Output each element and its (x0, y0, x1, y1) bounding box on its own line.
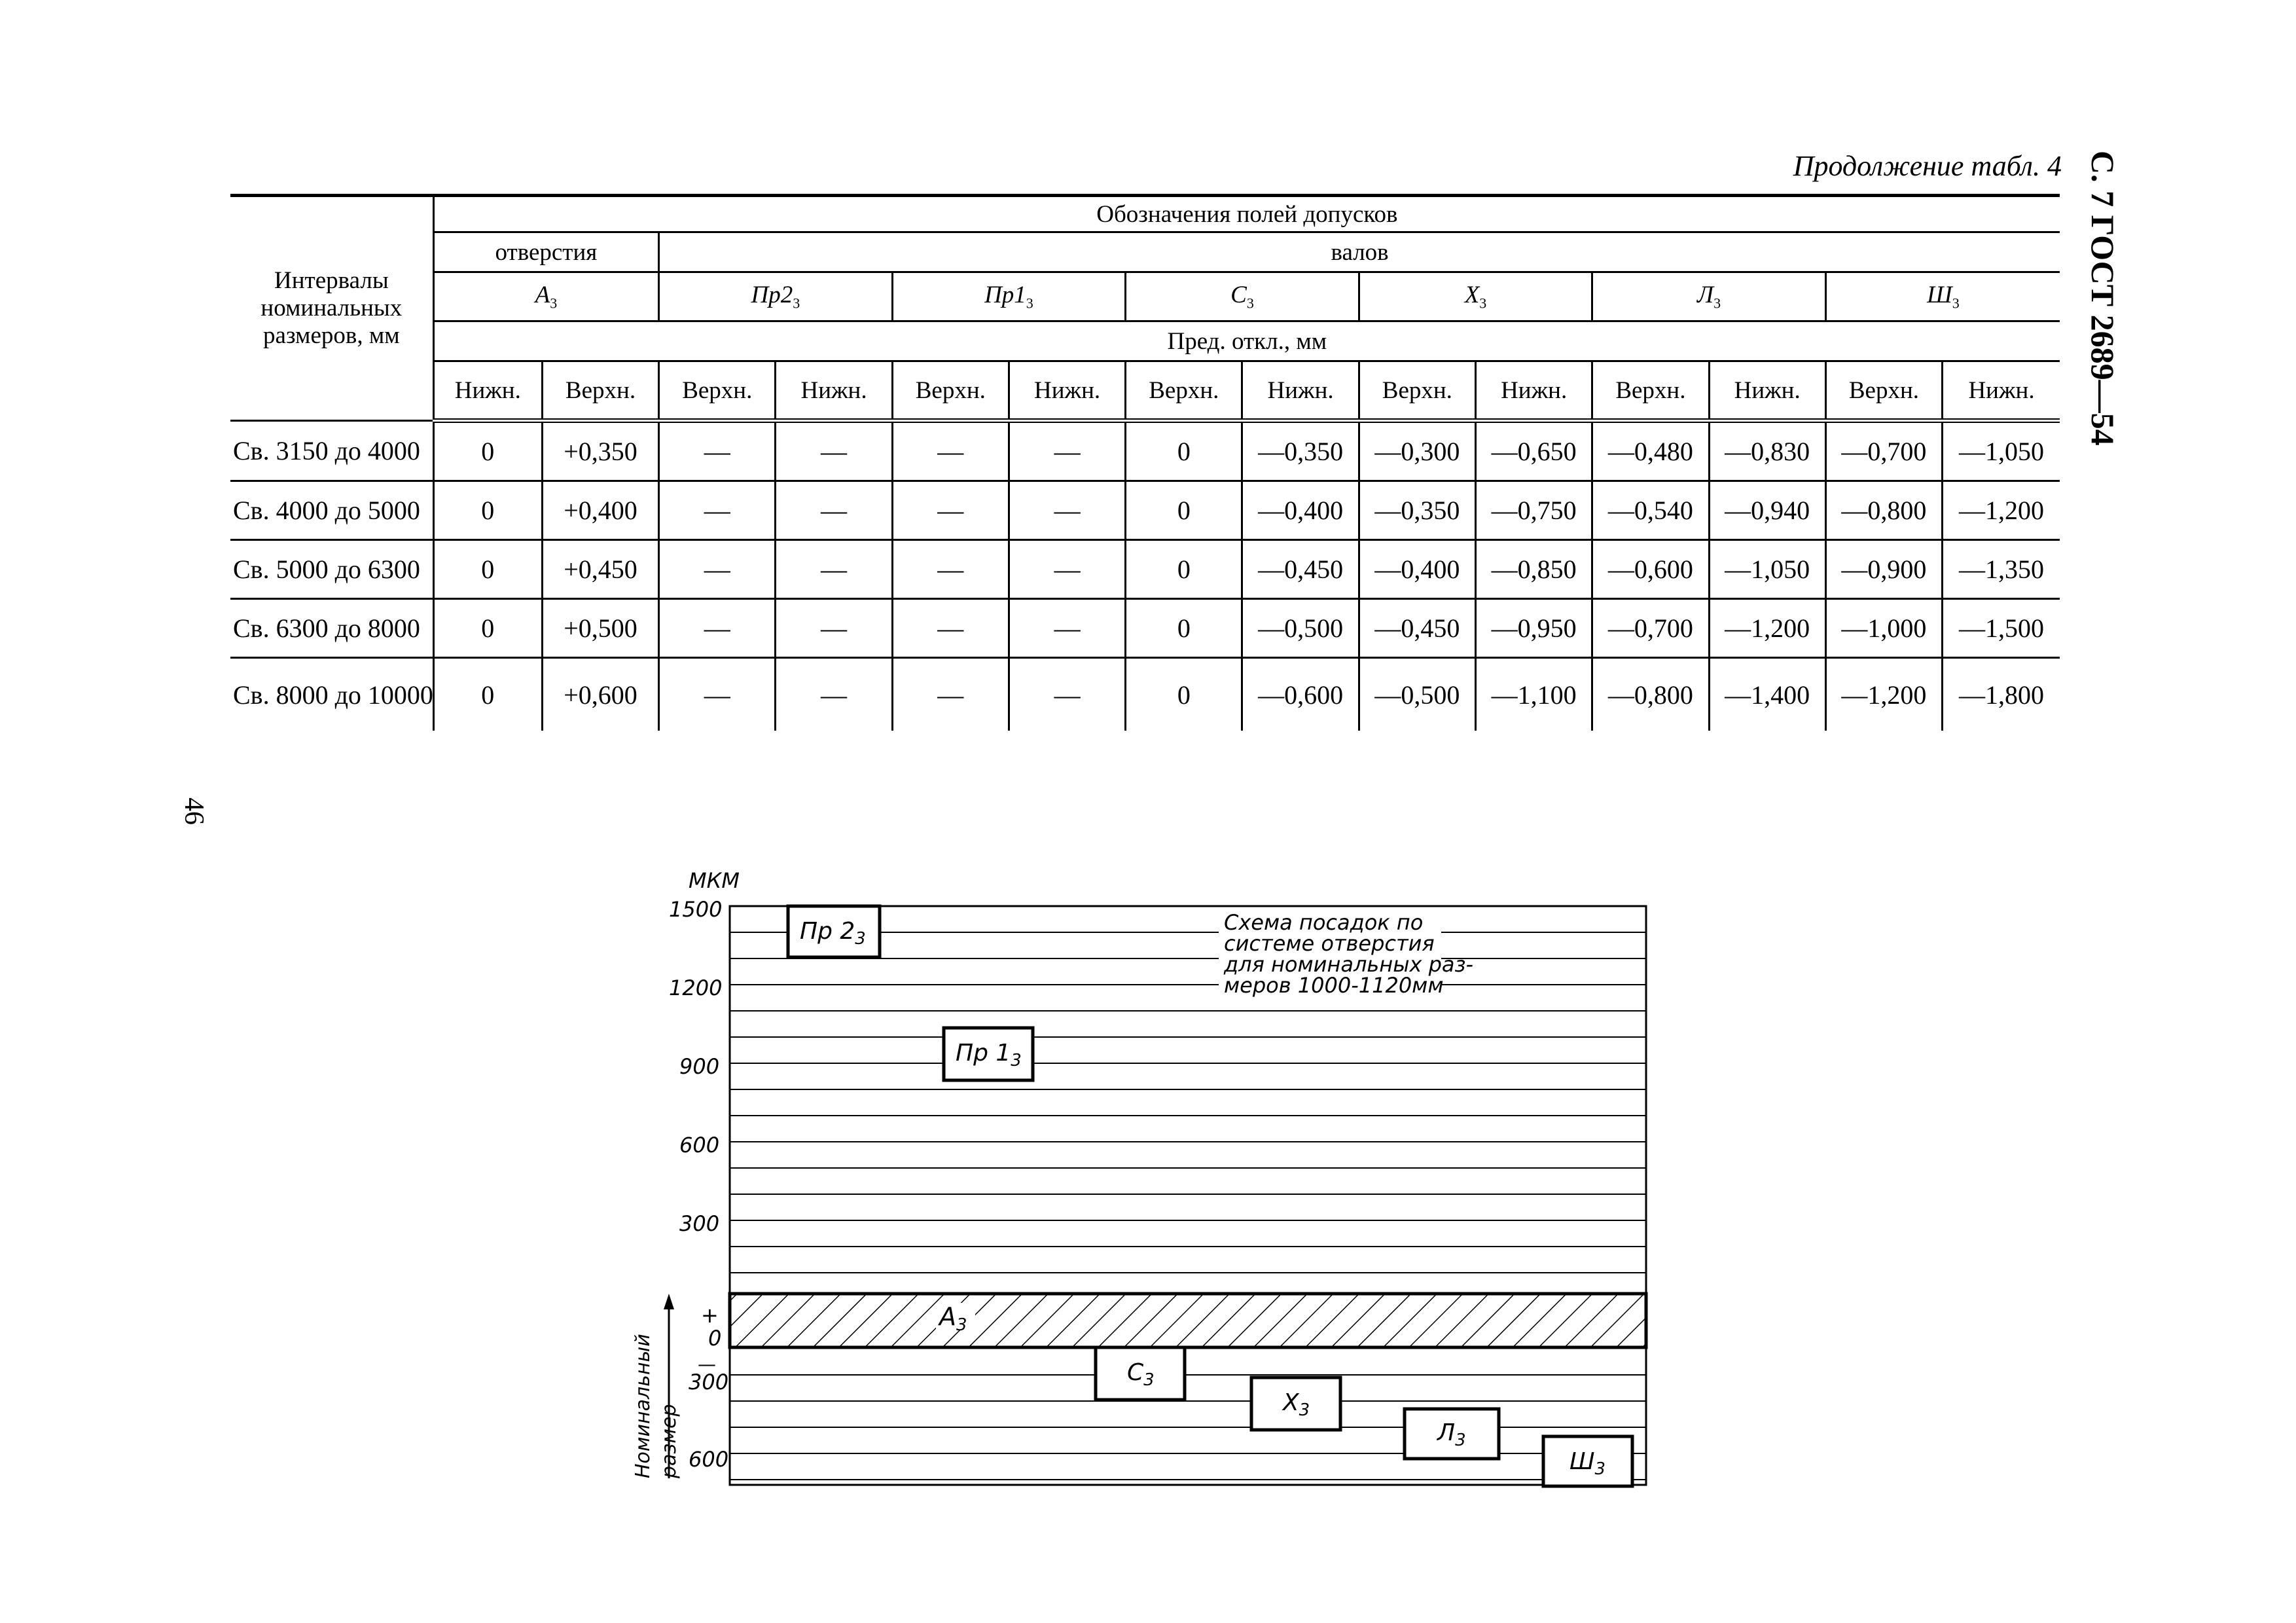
deviation-cell: — (892, 599, 1009, 658)
deviation-cell: —0,750 (1476, 481, 1592, 540)
table-row (230, 481, 2060, 540)
box-sh3 (1543, 1436, 1632, 1486)
deviation-cell: —0,600 (1242, 658, 1359, 731)
deviation-cell: —0,450 (1359, 599, 1475, 658)
tick-lower-300: 300 (689, 1370, 729, 1395)
deviation-subheader: Верхн. (1359, 361, 1475, 421)
deviation-cell: 0 (433, 421, 542, 481)
deviation-cell: — (659, 421, 776, 481)
side-title-text: С. 7 ГОСТ 2689—54 (2085, 151, 2121, 446)
deviation-cell: 0 (433, 599, 542, 658)
document-side-title (2081, 151, 2121, 446)
box-label: $С_3$ (1127, 1359, 1155, 1390)
deviation-cell: —0,450 (1242, 540, 1359, 599)
minus-sign: — (698, 1353, 716, 1375)
box-label: Пр $2_3$ (800, 918, 866, 949)
deviation-cell: —1,800 (1943, 658, 2060, 731)
deviation-cell: — (1009, 481, 1125, 540)
deviation-cell: — (892, 658, 1009, 731)
box-l3 (1405, 1409, 1499, 1459)
deviation-cell: — (1009, 540, 1125, 599)
box-label: $Х_3$ (1283, 1389, 1310, 1420)
deviation-subheader: Верхн. (1825, 361, 1942, 421)
deviation-cell: —0,650 (1476, 421, 1592, 481)
table-continuation-caption: Продолжение табл. 4 (1793, 150, 2062, 182)
deviation-cell: —1,350 (1943, 540, 2060, 599)
box-x3 (1251, 1377, 1340, 1430)
page-number (175, 797, 215, 843)
deviation-subheader: Нижн. (1943, 361, 2060, 421)
deviation-subheader: Нижн. (1709, 361, 1825, 421)
tolerance-table (230, 194, 2060, 731)
deviation-cell: —1,200 (1709, 599, 1825, 658)
deviation-cell: —1,050 (1943, 421, 2060, 481)
deviation-cell: —0,700 (1825, 421, 1942, 481)
field-sub: 3 (793, 295, 800, 312)
field-name: Пр1 (984, 282, 1026, 309)
deviation-cell: —0,850 (1476, 540, 1592, 599)
field-name: Х (1464, 282, 1480, 309)
deviation-subheader: Нижн. (433, 361, 542, 421)
deviation-cell: — (1009, 599, 1125, 658)
tick-lower-600: 600 (689, 1447, 729, 1472)
deviation-cell: — (1009, 421, 1125, 481)
tick-1200: 1200 (669, 976, 723, 1000)
deviation-cell: +0,400 (542, 481, 658, 540)
grid-lines (730, 932, 1646, 1480)
field-sub: 3 (1479, 295, 1487, 312)
deviation-cell: — (1009, 658, 1125, 731)
box-label: Пр $1_3$ (956, 1040, 1022, 1070)
table-row (230, 421, 2060, 481)
deviation-subheader: Нижн. (1242, 361, 1359, 421)
deviation-cell: +0,450 (542, 540, 658, 599)
tick-600: 600 (679, 1133, 720, 1158)
deviation-cell: —0,480 (1592, 421, 1709, 481)
deviation-cell: — (776, 658, 892, 731)
deviation-cell: —0,540 (1592, 481, 1709, 540)
deviation-cell: — (659, 599, 776, 658)
interval-cell: Св. 4000 до 5000 (230, 481, 433, 540)
lower-frame (730, 1347, 1646, 1485)
field-c3 (1126, 272, 1359, 321)
deviation-cell: —1,200 (1825, 658, 1942, 731)
deviation-cell: —0,350 (1242, 421, 1359, 481)
scheme-title-line-4: меров 1000-1120мм (1224, 973, 1444, 998)
deviation-cell: —0,830 (1709, 421, 1825, 481)
interval-header (230, 196, 433, 421)
nominal-axis-arrow (664, 1294, 674, 1309)
deviation-header: Пред. откл., мм (433, 321, 2060, 361)
deviation-cell: +0,350 (542, 421, 658, 481)
box-pr2 (788, 906, 880, 957)
fit-scheme-diagram (609, 851, 1669, 1493)
field-x3 (1359, 272, 1592, 321)
scheme-title-line-1: Схема посадок по (1224, 910, 1424, 935)
field-pr2 (659, 272, 893, 321)
deviation-cell: — (776, 421, 892, 481)
deviation-cell: — (892, 421, 1009, 481)
box-label: $Л_3$ (1437, 1419, 1466, 1450)
deviation-cell: 0 (1126, 540, 1242, 599)
deviation-cell: 0 (433, 540, 542, 599)
nominal-label-2: размер (658, 1404, 681, 1478)
field-sub: 3 (1713, 295, 1721, 312)
deviation-cell: — (776, 481, 892, 540)
deviation-cell: —1,400 (1709, 658, 1825, 731)
tick-1500: 1500 (669, 897, 723, 922)
field-name: Ш (1927, 282, 1952, 309)
deviation-subheader: Верхн. (659, 361, 776, 421)
deviation-cell: —0,400 (1242, 481, 1359, 540)
deviation-cell: 0 (433, 658, 542, 731)
deviation-subheader: Нижн. (1009, 361, 1125, 421)
deviation-cell: —1,500 (1943, 599, 2060, 658)
field-pr1 (892, 272, 1126, 321)
scheme-title-line-3: для номинальных раз- (1224, 952, 1474, 977)
nominal-label-1: Номинальный (632, 1334, 655, 1478)
field-sub: 3 (1246, 295, 1254, 312)
deviation-cell: 0 (1126, 599, 1242, 658)
deviation-cell: — (892, 481, 1009, 540)
table-row (230, 540, 2060, 599)
field-name: Л (1697, 282, 1714, 309)
deviation-subheader: Нижн. (1476, 361, 1592, 421)
deviation-cell: — (659, 540, 776, 599)
deviation-cell: — (892, 540, 1009, 599)
interval-cell: Св. 5000 до 6300 (230, 540, 433, 599)
hole-field-a3 (730, 1294, 1646, 1347)
deviation-cell: — (659, 481, 776, 540)
interval-cell: Св. 6300 до 8000 (230, 599, 433, 658)
deviation-cell: 0 (1126, 658, 1242, 731)
field-l3 (1592, 272, 1826, 321)
deviation-cell: —0,350 (1359, 481, 1475, 540)
unit-label: МКМ (689, 868, 740, 893)
deviation-cell: —0,800 (1825, 481, 1942, 540)
box-label: $Ш_3$ (1570, 1448, 1606, 1479)
group-header: Обозначения полей допусков (433, 196, 2060, 232)
deviation-subheader: Верхн. (542, 361, 658, 421)
page-number-text: 46 (179, 797, 209, 825)
deviation-cell: 0 (1126, 481, 1242, 540)
box-pr1 (944, 1028, 1033, 1080)
table-row (230, 658, 2060, 731)
deviation-subheader: Верхн. (892, 361, 1009, 421)
interval-cell: Св. 3150 до 4000 (230, 421, 433, 481)
interval-cell: Св. 8000 до 10000 (230, 658, 433, 731)
deviation-cell: —1,100 (1476, 658, 1592, 731)
deviation-cell: —0,940 (1709, 481, 1825, 540)
deviation-cell: —0,300 (1359, 421, 1475, 481)
deviation-cell: —1,200 (1943, 481, 2060, 540)
shafts-header: валов (659, 232, 2060, 272)
table-row (230, 599, 2060, 658)
deviation-subheader: Нижн. (776, 361, 892, 421)
deviation-cell: —0,950 (1476, 599, 1592, 658)
deviation-cell: —0,400 (1359, 540, 1475, 599)
deviation-subheader: Верхн. (1592, 361, 1709, 421)
deviation-cell: —1,050 (1709, 540, 1825, 599)
deviation-cell: +0,600 (542, 658, 658, 731)
deviation-cell: —0,900 (1825, 540, 1942, 599)
deviation-cell: —1,000 (1825, 599, 1942, 658)
field-sub: 3 (1952, 295, 1960, 312)
holes-header: отверстия (433, 232, 658, 272)
deviation-cell: —0,500 (1359, 658, 1475, 731)
field-name: Пр2 (751, 282, 793, 309)
field-sub: 3 (550, 295, 558, 312)
deviation-subheader: Верхн. (1126, 361, 1242, 421)
deviation-cell: 0 (433, 481, 542, 540)
plus-sign: + (701, 1303, 719, 1328)
interval-header-text: Интервалы номинальных размеров, мм (260, 267, 403, 349)
deviation-cell: +0,500 (542, 599, 658, 658)
field-name: С (1230, 282, 1247, 309)
hole-label: $А_3$ (939, 1302, 967, 1335)
deviation-cell: — (776, 540, 892, 599)
field-name: А (535, 282, 550, 309)
scheme-title-line-2: системе отверстия (1224, 931, 1435, 956)
deviation-cell: —0,500 (1242, 599, 1359, 658)
tick-zero: 0 (708, 1326, 722, 1351)
deviation-cell: —0,800 (1592, 658, 1709, 731)
deviation-cell: —0,700 (1592, 599, 1709, 658)
tick-300: 300 (679, 1211, 720, 1236)
field-a3 (433, 272, 658, 321)
box-c3 (1096, 1347, 1185, 1400)
tick-900: 900 (679, 1054, 720, 1079)
field-sh3 (1825, 272, 2060, 321)
deviation-cell: 0 (1126, 421, 1242, 481)
deviation-cell: — (776, 599, 892, 658)
deviation-cell: — (659, 658, 776, 731)
field-sub: 3 (1026, 295, 1033, 312)
deviation-cell: —0,600 (1592, 540, 1709, 599)
